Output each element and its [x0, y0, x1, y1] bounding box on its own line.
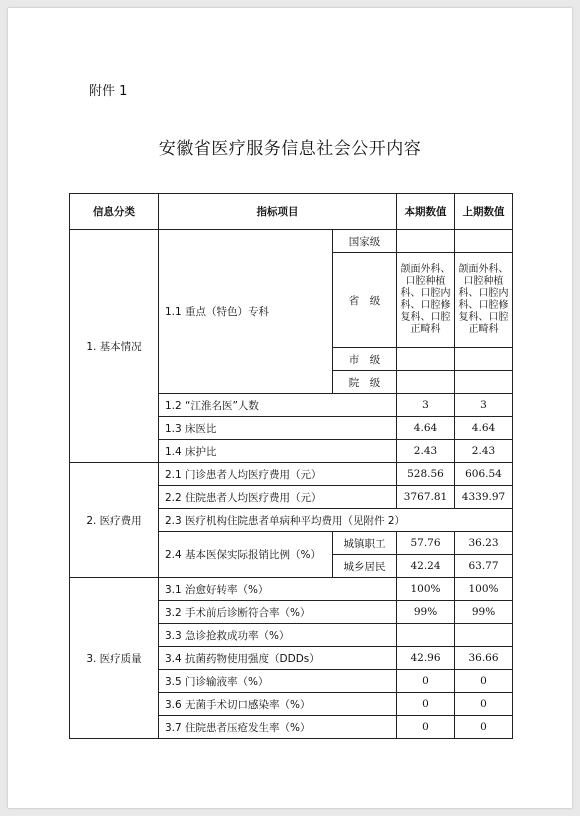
header-row — [70, 194, 513, 230]
insurance-type-label: 城镇职工 — [333, 532, 397, 555]
indicator-label: 3.4 抗菌药物使用强度（DDDs） — [159, 647, 397, 670]
category-quality: 3. 医疗质量 — [70, 578, 159, 739]
previous-value — [455, 230, 513, 253]
indicator-label: 1.4 床护比 — [159, 440, 397, 463]
table-row — [70, 463, 513, 486]
current-value — [397, 230, 455, 253]
current-value: 3767.81 — [397, 486, 455, 509]
previous-value: 99% — [455, 601, 513, 624]
previous-value: 63.77 — [455, 555, 513, 578]
header-previous: 上期数值 — [455, 194, 513, 230]
previous-value — [455, 348, 513, 371]
header-indicator: 指标项目 — [159, 194, 397, 230]
current-value: 528.56 — [397, 463, 455, 486]
current-value: 颌面外科、口腔种植科、口腔内科、口腔修复科、口腔正畸科 — [397, 253, 455, 348]
current-value: 42.96 — [397, 647, 455, 670]
indicator-label: 3.1 治愈好转率（%） — [159, 578, 397, 601]
indicator-label: 3.3 急诊抢救成功率（%） — [159, 624, 397, 647]
level-label: 省 级 — [333, 253, 397, 348]
previous-value — [455, 371, 513, 394]
previous-value: 2.43 — [455, 440, 513, 463]
previous-value — [455, 624, 513, 647]
previous-value: 0 — [455, 716, 513, 739]
document-page — [8, 8, 572, 808]
indicator-label: 2.1 门诊患者人均医疗费用（元） — [159, 463, 397, 486]
document-title: 安徽省医疗服务信息社会公开内容 — [158, 139, 422, 159]
current-value — [397, 348, 455, 371]
current-value: 0 — [397, 716, 455, 739]
previous-value: 0 — [455, 670, 513, 693]
current-value: 2.43 — [397, 440, 455, 463]
previous-value: 606.54 — [455, 463, 513, 486]
disclosure-table — [69, 193, 513, 739]
indicator-label: 2.4 基本医保实际报销比例（%） — [159, 532, 333, 578]
previous-value: 36.23 — [455, 532, 513, 555]
level-label: 国家级 — [333, 230, 397, 253]
current-value: 100% — [397, 578, 455, 601]
current-value: 0 — [397, 670, 455, 693]
current-value: 4.64 — [397, 417, 455, 440]
current-value: 3 — [397, 394, 455, 417]
previous-value: 3 — [455, 394, 513, 417]
previous-value: 4.64 — [455, 417, 513, 440]
indicator-label: 3.5 门诊输液率（%） — [159, 670, 397, 693]
level-label: 市 级 — [333, 348, 397, 371]
table-row — [70, 230, 513, 253]
current-value — [397, 371, 455, 394]
current-value: 42.24 — [397, 555, 455, 578]
table-row — [70, 578, 513, 601]
header-category: 信息分类 — [70, 194, 159, 230]
indicator-label: 1.1 重点（特色）专科 — [159, 230, 333, 394]
current-value: 99% — [397, 601, 455, 624]
category-basic: 1. 基本情况 — [70, 230, 159, 463]
indicator-label: 2.2 住院患者人均医疗费用（元） — [159, 486, 397, 509]
previous-value: 100% — [455, 578, 513, 601]
previous-value: 0 — [455, 693, 513, 716]
indicator-label: 3.6 无菌手术切口感染率（%） — [159, 693, 397, 716]
previous-value: 颌面外科、口腔种植科、口腔内科、口腔修复科、口腔正畸科 — [455, 253, 513, 348]
indicator-label: 3.2 手术前后诊断符合率（%） — [159, 601, 397, 624]
indicator-label: 3.7 住院患者压疮发生率（%） — [159, 716, 397, 739]
indicator-label: 2.3 医疗机构住院患者单病种平均费用（见附件 2） — [159, 509, 513, 532]
current-value — [397, 624, 455, 647]
previous-value: 4339.97 — [455, 486, 513, 509]
indicator-label: 1.2 “江淮名医”人数 — [159, 394, 397, 417]
previous-value: 36.66 — [455, 647, 513, 670]
category-cost: 2. 医疗费用 — [70, 463, 159, 578]
insurance-type-label: 城乡居民 — [333, 555, 397, 578]
level-label: 院 级 — [333, 371, 397, 394]
annex-label: 附件 1 — [89, 84, 128, 99]
indicator-label: 1.3 床医比 — [159, 417, 397, 440]
header-current: 本期数值 — [397, 194, 455, 230]
current-value: 0 — [397, 693, 455, 716]
current-value: 57.76 — [397, 532, 455, 555]
